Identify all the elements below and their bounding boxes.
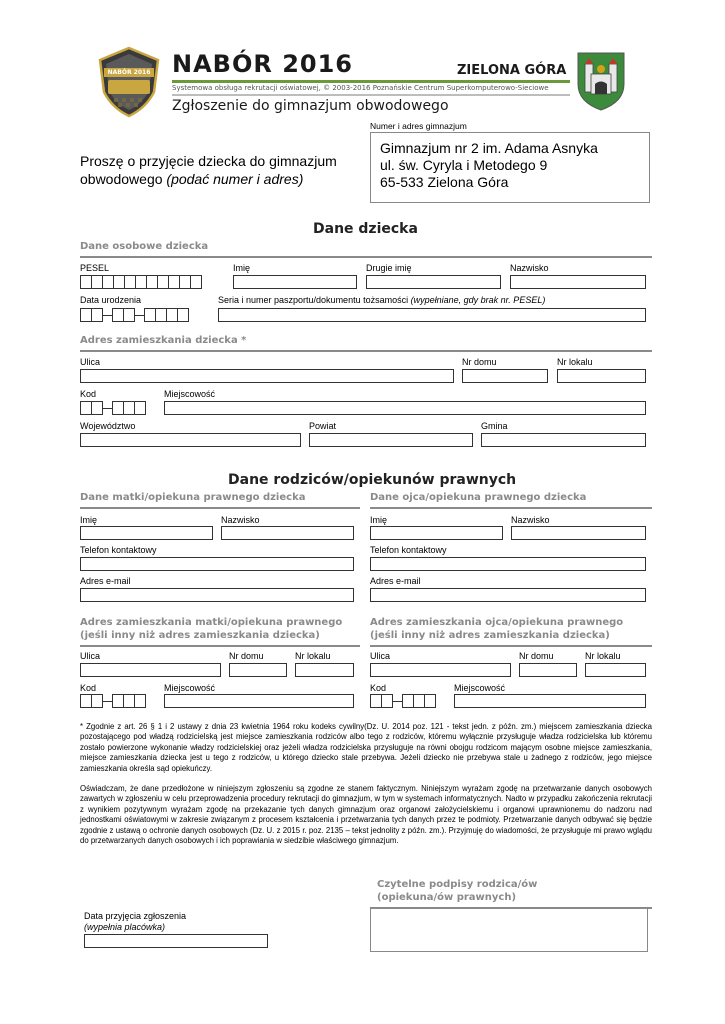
father-house-no-input[interactable] xyxy=(519,663,577,677)
signature-line-1: Czytelne podpisy rodzica/ów xyxy=(377,879,538,890)
father-email-label: Adres e-mail xyxy=(370,576,421,586)
commune-label: Gmina xyxy=(481,421,508,431)
father-last-name-input[interactable] xyxy=(511,526,646,540)
father-phone-label: Telefon kontaktowy xyxy=(370,545,447,555)
father-section: Dane ojca/opiekuna prawnego dziecka xyxy=(370,492,587,503)
county-input[interactable] xyxy=(309,433,473,447)
mother-address-rule xyxy=(80,645,360,647)
school-street: ul. św. Cyryla i Metodego 9 xyxy=(380,157,548,173)
birth-date-input[interactable] xyxy=(80,308,188,322)
request-line-2: obwodowego xyxy=(80,171,167,187)
father-house-no-label: Nr domu xyxy=(519,651,554,661)
signature-box[interactable] xyxy=(370,907,648,952)
app-title: NABÓR 2016 xyxy=(172,50,353,78)
footnote-text: * Zgodnie z art. 26 § 1 i 2 ustawy z dnia 23 kwietnia 1964 roku kodeks cywilny(Dz. U. 2014 poz. 121 - tekst jedn. z późn. zm.) miejscem zamieszkania dziecka pozostającego pod władzą rodzicielską jest miejsce zamieszkania rodziców albo tego z rodziców, któremu wyłącznie przysługuje władza rodzicielska lub któremu zostało powierzone wykonanie władzy rodzicielskiej oraz jeżeli władza rodzicielska przysługuje na równi obojgu rodzicom mającym osobne miejsce zamieszkania, miejsce zamieszkania dziecka jest u tego z rodziców, u którego dziecko stale przebywa. Jeżeli dziecko nie przebywa stale u żadnego z rodziców, jego miejsce zamieszkania określa sąd opiekuńczy. xyxy=(80,722,652,773)
last-name-label: Nazwisko xyxy=(510,263,549,273)
house-no-input[interactable] xyxy=(462,369,548,383)
father-first-name-label: Imię xyxy=(370,515,388,525)
father-address-line-2: (jeśli inny niż adres zamieszkania dziecka) xyxy=(370,630,610,641)
father-locality-label: Miejscowość xyxy=(454,683,506,693)
father-flat-no-input[interactable] xyxy=(585,663,646,677)
house-no-label: Nr domu xyxy=(462,357,497,367)
passport-hint: (wypełniane, gdy brak nr. PESEL) xyxy=(410,295,546,305)
mother-house-no-label: Nr domu xyxy=(229,651,264,661)
father-locality-input[interactable] xyxy=(454,694,646,708)
request-line-2-wrap xyxy=(80,170,337,188)
date-hint: (wypełnia placówka) xyxy=(84,922,166,932)
mother-address-line-2: (jeśli inny niż adres zamieszkania dziecka) xyxy=(80,630,320,641)
father-address-section xyxy=(370,616,623,642)
street-input[interactable] xyxy=(80,369,454,383)
second-name-label: Drugie imię xyxy=(366,263,412,273)
school-address-box[interactable] xyxy=(370,132,650,203)
father-address-line-1: Adres zamieszkania ojca/opiekuna prawnego xyxy=(370,617,624,628)
child-personal-rule xyxy=(80,256,652,258)
father-postcode-input[interactable] xyxy=(370,694,435,708)
postcode-label: Kod xyxy=(80,389,97,399)
passport-label: Seria i numer paszportu/dokumentu tożsamości xyxy=(218,295,411,305)
child-heading: Dane dziecka xyxy=(313,221,418,237)
mother-last-name-label: Nazwisko xyxy=(221,515,260,525)
request-text xyxy=(80,152,337,188)
date-label: Data przyjęcia zgłoszenia xyxy=(84,911,187,921)
father-last-name-label: Nazwisko xyxy=(511,515,550,525)
passport-input[interactable] xyxy=(218,308,646,322)
street-label: Ulica xyxy=(80,357,101,367)
nabor-logo xyxy=(96,46,162,118)
parents-heading: Dane rodziców/opiekunów prawnych xyxy=(228,472,517,488)
father-flat-no-label: Nr lokalu xyxy=(585,651,621,661)
logo-text: NABÓR 2016 xyxy=(107,69,151,76)
school-box-label: Numer i adres gimnazjum xyxy=(370,121,467,131)
father-postcode-label: Kod xyxy=(370,683,387,693)
declaration-text: Oświadczam, że dane przedłożone w niniejszym zgłoszeniu są zgodne ze stanem faktycznym. Niniejszym wyrażam zgodę na przetwarzanie danych osobowych zawartych w zgłoszeniu w celu przeprowadzenia procedury rekrutacji do gimnazjum, w tym w systemach informatycznych. Nadto w przypadku zakończenia rekrutacji z wynikiem pozytywnym wyrażam zgodę na przekazanie tych danych gimnazjum oraz organowi założycielskiemu i organowi uprawnionemu do nadzoru nad jednostkami oświatowymi w zakresie związanym z procesem kształcenia i przetwarzania tych danych przez te podmioty. Przetwarzanie danych odbywać się będzie zgodnie z ustawą o ochronie danych osobowych (Dz. U. z 2015 r. poz. 2135 – tekst jednolity z późn. zm.). Przyjmuję do wiadomości, że przysługuje mi prawo wglądu do przetwarzanych danych osobowych i ich poprawiania w siedzibie właściwego gimnazjum. xyxy=(80,784,652,846)
acceptance-date-input[interactable] xyxy=(84,934,268,948)
city-name: ZIELONA GÓRA xyxy=(457,63,567,78)
child-address-rule xyxy=(80,350,652,352)
voivodeship-input[interactable] xyxy=(80,433,301,447)
flat-no-input[interactable] xyxy=(557,369,646,383)
locality-label: Miejscowość xyxy=(164,389,216,399)
form-title: Zgłoszenie do gimnazjum obwodowego xyxy=(172,98,449,114)
city-coat-of-arms xyxy=(575,50,627,112)
father-phone-input[interactable] xyxy=(370,557,646,571)
last-name-input[interactable] xyxy=(510,275,646,289)
mother-postcode-label: Kod xyxy=(80,683,97,693)
father-address-rule xyxy=(370,645,652,647)
header-green-rule xyxy=(172,80,570,83)
commune-input[interactable] xyxy=(481,433,646,447)
signature-label xyxy=(377,878,537,904)
request-line-1: Proszę o przyjęcie dziecka do gimnazjum xyxy=(80,153,337,169)
father-email-input[interactable] xyxy=(370,588,646,602)
flat-no-label: Nr lokalu xyxy=(557,357,593,367)
mother-section: Dane matki/opiekuna prawnego dziecka xyxy=(80,492,306,503)
mother-first-name-input[interactable] xyxy=(80,526,213,540)
mother-first-name-label: Imię xyxy=(80,515,98,525)
header-gray-rule xyxy=(172,94,570,96)
pesel-label: PESEL xyxy=(80,263,110,273)
locality-input[interactable] xyxy=(164,401,646,415)
birth-date-label: Data urodzenia xyxy=(80,295,142,305)
voivodeship-label: Województwo xyxy=(80,421,136,431)
passport-label-wrap xyxy=(218,295,545,305)
mother-address-line-1: Adres zamieszkania matki/opiekuna prawnego xyxy=(80,617,343,628)
child-personal-section: Dane osobowe dziecka xyxy=(80,241,209,252)
request-hint: (podać numer i adres) xyxy=(166,171,304,187)
school-name: Gimnazjum nr 2 im. Adama Asnyka xyxy=(380,140,598,156)
mother-locality-input[interactable] xyxy=(164,694,354,708)
father-rule xyxy=(370,507,652,509)
second-name-input[interactable] xyxy=(366,275,501,289)
school-city: 65-533 Zielona Góra xyxy=(380,174,509,190)
mother-street-input[interactable] xyxy=(80,663,221,677)
child-address-section: Adres zamieszkania dziecka * xyxy=(80,335,247,346)
postcode-input[interactable] xyxy=(80,401,145,415)
app-subtitle: Systemowa obsługa rekrutacji oświatowej, © 2003-2016 Poznańskie Centrum Superkomputerowo-Sieciowe xyxy=(172,84,549,92)
mother-postcode-input[interactable] xyxy=(80,694,145,708)
mother-locality-label: Miejscowość xyxy=(164,683,216,693)
mother-phone-input[interactable] xyxy=(80,557,354,571)
mother-phone-label: Telefon kontaktowy xyxy=(80,545,157,555)
mother-last-name-input[interactable] xyxy=(221,526,354,540)
mother-street-label: Ulica xyxy=(80,651,101,661)
father-first-name-input[interactable] xyxy=(370,526,503,540)
father-street-label: Ulica xyxy=(370,651,391,661)
mother-flat-no-label: Nr lokalu xyxy=(295,651,331,661)
mother-email-label: Adres e-mail xyxy=(80,576,131,586)
mother-house-no-input[interactable] xyxy=(229,663,287,677)
pesel-input[interactable] xyxy=(80,275,201,289)
first-name-input[interactable] xyxy=(233,275,357,289)
mother-email-input[interactable] xyxy=(80,588,354,602)
mother-rule xyxy=(80,507,360,509)
mother-flat-no-input[interactable] xyxy=(295,663,354,677)
signature-line-2: (opiekuna/ów prawnych) xyxy=(377,892,517,903)
mother-address-section xyxy=(80,616,342,642)
first-name-label: Imię xyxy=(233,263,251,273)
county-label: Powiat xyxy=(309,421,337,431)
father-street-input[interactable] xyxy=(370,663,511,677)
